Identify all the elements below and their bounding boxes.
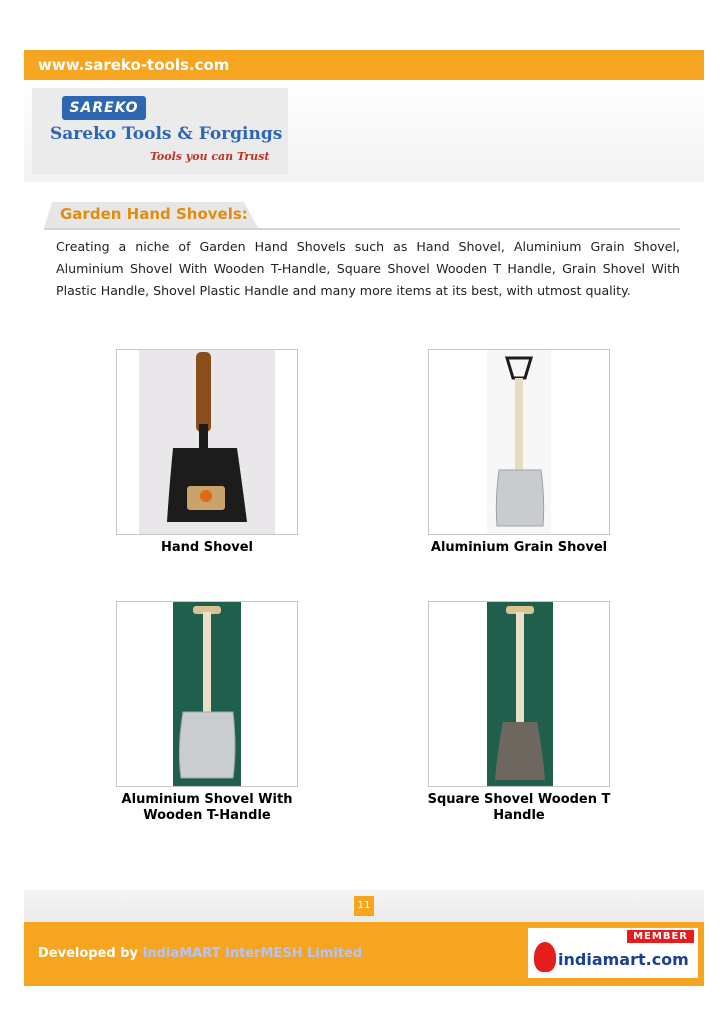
aluminium-grain-shovel-image xyxy=(429,350,609,534)
product-photo-aluminium-shovel-t-handle xyxy=(116,601,298,787)
hand-shovel-image xyxy=(117,350,297,534)
developer-link[interactable]: IndiaMART InterMESH Limited xyxy=(142,946,363,961)
product-caption-square-shovel-t-handle xyxy=(414,792,624,824)
product-photo-aluminium-grain-shovel xyxy=(428,349,610,535)
caption-line: Handle xyxy=(493,808,545,823)
logo-short: SAREKO xyxy=(62,96,146,120)
square-shovel-t-handle-image xyxy=(429,602,609,786)
indiamart-logo-icon xyxy=(534,942,556,972)
website-bar xyxy=(24,50,704,80)
header-band xyxy=(24,80,704,182)
product-caption-aluminium-shovel-t-handle xyxy=(104,792,310,824)
member-label: MEMBER xyxy=(627,930,694,943)
product-photo-hand-shovel xyxy=(116,349,298,535)
developer-prefix: Developed by xyxy=(38,946,139,961)
product-photo-square-shovel-t-handle xyxy=(428,601,610,787)
caption-line: Square Shovel Wooden T xyxy=(427,792,611,807)
product-caption-aluminium-grain-shovel: Aluminium Grain Shovel xyxy=(430,540,608,555)
caption-line: Aluminium Shovel With xyxy=(121,792,293,807)
logo-name: Sareko Tools & Forgings xyxy=(50,124,283,144)
indiamart-member-badge[interactable] xyxy=(528,928,698,978)
developer-credit xyxy=(38,946,362,961)
aluminium-shovel-t-handle-image xyxy=(117,602,297,786)
indiamart-brand: indiamart.com xyxy=(558,950,689,969)
logo-tagline: Tools you can Trust xyxy=(150,150,270,163)
product-caption-hand-shovel: Hand Shovel xyxy=(160,540,254,555)
website-url[interactable]: www.sareko-tools.com xyxy=(38,56,230,74)
caption-line: Wooden T-Handle xyxy=(143,808,271,823)
section-title: Garden Hand Shovels: xyxy=(60,205,248,223)
brochure-page xyxy=(24,50,704,986)
page-number: 11 xyxy=(354,896,374,916)
intro-paragraph: Creating a niche of Garden Hand Shovels such as Hand Shovel, Aluminium Grain Shovel, Aluminium Shovel With Wooden T-Handle, Square Shovel Wooden T Handle, Grain Shovel With Plastic Handle, Shovel Plastic Handle and many more items at its best, with utmost quality. xyxy=(56,239,680,298)
company-logo xyxy=(32,88,288,174)
developer-bar xyxy=(24,922,704,986)
section-divider xyxy=(44,228,680,230)
